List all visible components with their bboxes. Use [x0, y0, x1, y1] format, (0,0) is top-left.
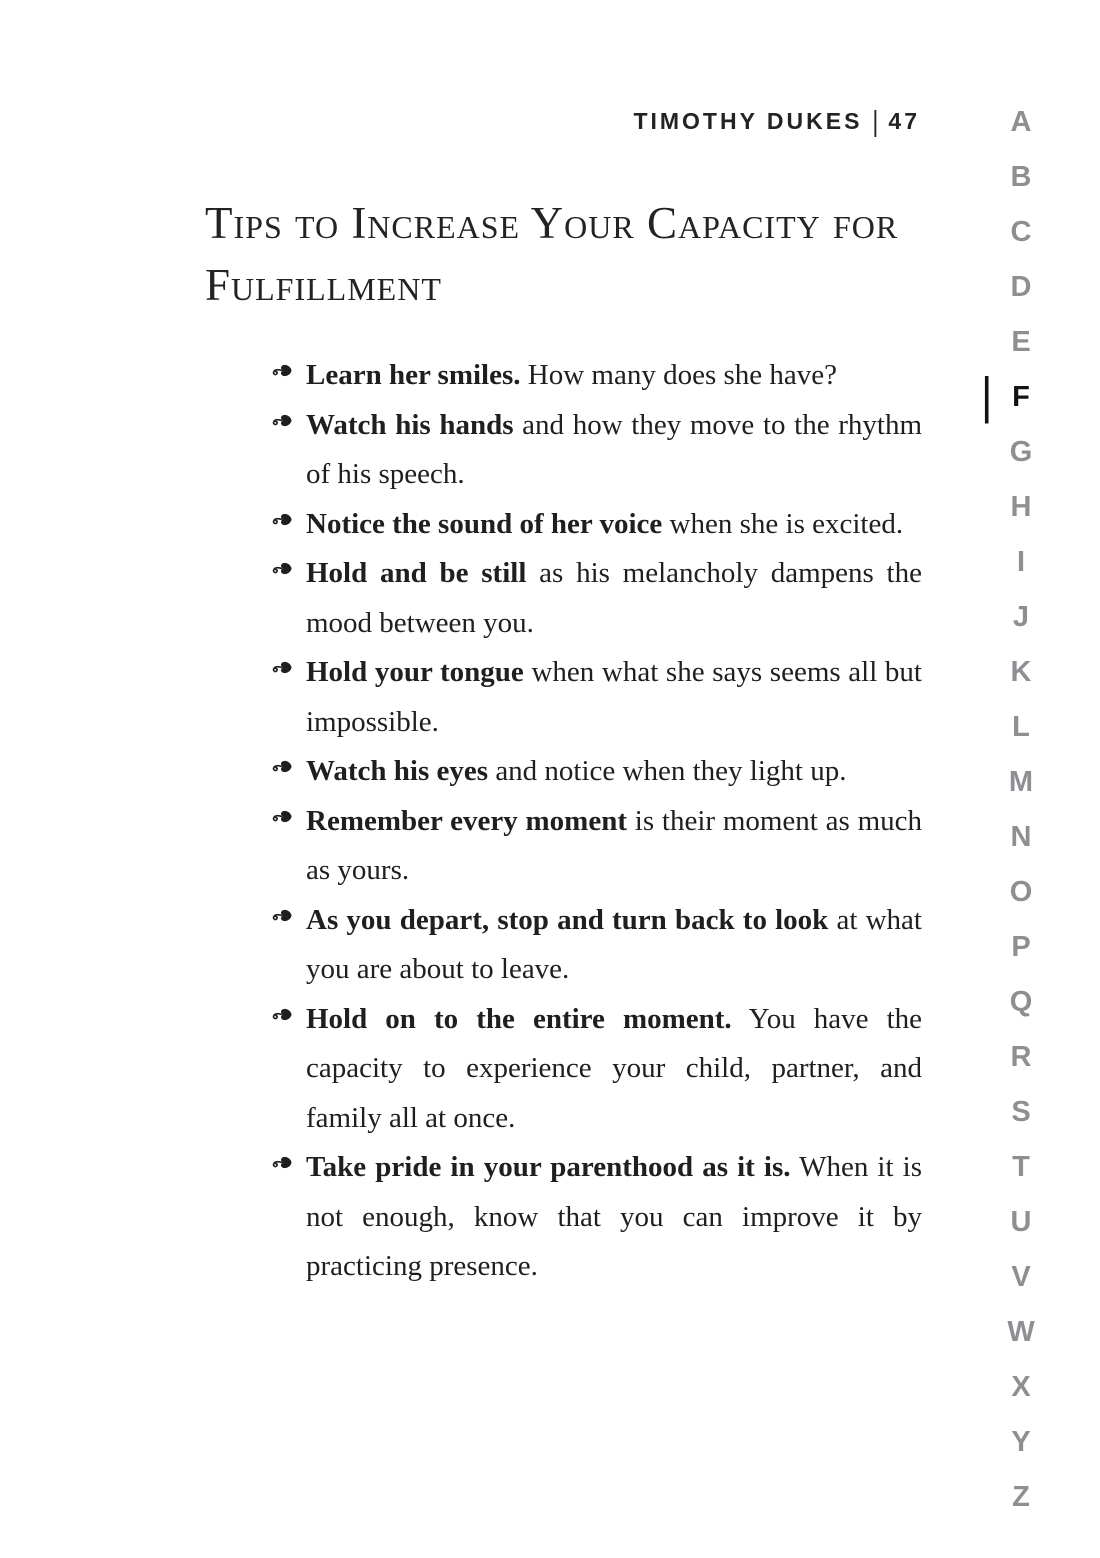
- alphabet-index-letter-label: L: [1012, 711, 1030, 743]
- alphabet-index-letter-label: A: [1010, 106, 1032, 138]
- floral-heart-bullet-icon: [269, 659, 295, 676]
- alphabet-index-letter-label: W: [1007, 1316, 1035, 1348]
- alphabet-index-letter-label: S: [1011, 1096, 1031, 1128]
- alphabet-index-letter-label: M: [1008, 766, 1034, 798]
- section-title: Tips to Increase Your Capacity for Fulfillment: [205, 198, 899, 310]
- tip-rest: When it is not enough, know that you can improve it by practicing presence.: [306, 1151, 922, 1282]
- alphabet-index-letter-i: [990, 535, 1052, 590]
- alphabet-index-letter-label: O: [1009, 876, 1033, 908]
- floral-heart-bullet-icon: [269, 1154, 295, 1171]
- alphabet-index-letter-label: D: [1010, 271, 1032, 303]
- alphabet-index-letter-w: [990, 1305, 1052, 1360]
- alphabet-index-letter-label: B: [1010, 161, 1032, 193]
- alphabet-index-letter-label: Q: [1009, 986, 1033, 1018]
- alphabet-index-letter-l: [990, 700, 1052, 755]
- running-head-author: TIMOTHY DUKES: [633, 108, 863, 134]
- alphabet-index-letter-label: K: [1010, 656, 1032, 688]
- floral-heart-bullet-icon: [269, 1006, 295, 1023]
- alphabet-index-letter-label: X: [1011, 1371, 1031, 1403]
- tip-lead: Watch his eyes: [306, 755, 489, 787]
- alphabet-index-letter-label: J: [1012, 601, 1030, 633]
- alphabet-index-letter-c: [990, 205, 1052, 260]
- floral-heart-bullet-icon: [269, 560, 295, 577]
- alphabet-index-letter-label: P: [1011, 931, 1031, 963]
- tip-lead: Hold on to the entire moment.: [306, 1002, 732, 1035]
- alphabet-index-letter-label: T: [1012, 1151, 1030, 1183]
- tip-rest: How many does she have?: [520, 359, 838, 391]
- alphabet-index-letter-v: [990, 1250, 1052, 1305]
- tip-item: [306, 1143, 922, 1292]
- running-head: [633, 104, 920, 138]
- alphabet-index-letter-k: [990, 645, 1052, 700]
- alphabet-index-letter-t: [990, 1140, 1052, 1195]
- alphabet-index-letter-f: [981, 367, 1052, 425]
- alphabet-index-letter-label: Y: [1011, 1426, 1031, 1458]
- tip-item: [306, 797, 922, 896]
- floral-heart-bullet-icon: [269, 412, 295, 429]
- tip-item: [306, 896, 922, 995]
- tip-lead: Hold your tongue: [306, 656, 524, 688]
- tip-item: [306, 995, 922, 1144]
- running-head-divider: |: [872, 104, 879, 138]
- tip-rest: as his melancholy dampens the mood between you.: [306, 557, 922, 639]
- alphabet-index-letter-g: [990, 425, 1052, 480]
- tip-rest: You have the capacity to experience your child, partner, and family all at once.: [306, 1002, 923, 1134]
- alphabet-index-letter-u: [990, 1195, 1052, 1250]
- alphabet-index-letter-label: C: [1010, 216, 1032, 248]
- alphabet-index-letter-s: [990, 1085, 1052, 1140]
- alphabet-index-letter-label: Z: [1012, 1481, 1030, 1513]
- alphabet-index-letter-label: N: [1010, 821, 1032, 853]
- alphabet-index-letter-o: [990, 865, 1052, 920]
- tip-lead: Remember every moment: [306, 804, 627, 837]
- tip-item: [306, 747, 922, 797]
- tip-lead: Hold and be still: [306, 557, 527, 589]
- floral-heart-bullet-icon: [269, 907, 295, 924]
- tip-lead: Take pride in your parenthood as it is.: [306, 1151, 791, 1183]
- floral-heart-bullet-icon: [269, 758, 295, 775]
- alphabet-index-letter-h: [990, 480, 1052, 535]
- alphabet-index-letter-b: [990, 150, 1052, 205]
- tip-rest: and how they move to the rhythm of his speech.: [306, 408, 923, 490]
- alphabet-index-letter-label: E: [1011, 326, 1031, 358]
- alphabet-index-letter-j: [990, 590, 1052, 645]
- alphabet-index-letter-q: [990, 975, 1052, 1030]
- running-head-page-number: 47: [888, 108, 920, 134]
- tips-list: [306, 351, 922, 1292]
- tip-lead: Watch his hands: [306, 408, 514, 441]
- floral-heart-bullet-icon: [269, 511, 295, 528]
- tip-item: [306, 648, 922, 747]
- tip-rest: when she is excited.: [662, 507, 904, 540]
- alphabet-index-letter-z: [990, 1470, 1052, 1525]
- alphabet-index-letter-label: U: [1010, 1206, 1032, 1238]
- alphabet-index-letter-label: R: [1010, 1041, 1032, 1073]
- tip-lead: Learn her smiles.: [306, 359, 521, 391]
- tip-item: [306, 401, 922, 500]
- alphabet-index-letter-d: [990, 260, 1052, 315]
- active-letter-marker: |: [981, 367, 993, 424]
- alphabet-index-letter-label: G: [1009, 436, 1033, 468]
- alphabet-index-letter-p: [990, 920, 1052, 975]
- tip-rest: and notice when they light up.: [488, 755, 847, 787]
- tip-lead: As you depart, stop and turn back to look: [306, 903, 829, 936]
- tip-lead: Notice the sound of her voice: [306, 507, 663, 540]
- alphabet-index-letter-label: I: [1016, 546, 1026, 578]
- tip-rest: when what she says seems all but impossible.: [306, 656, 922, 738]
- floral-heart-bullet-icon: [269, 808, 295, 825]
- alphabet-index-letter-label: F: [1012, 381, 1030, 413]
- alphabet-index-letter-e: [990, 315, 1052, 370]
- alphabet-index-letter-n: [990, 810, 1052, 865]
- alphabet-index-letter-r: [990, 1030, 1052, 1085]
- alphabet-index-letter-m: [990, 755, 1052, 810]
- tip-item: [306, 549, 922, 648]
- tip-rest: at what you are about to leave.: [306, 903, 922, 985]
- alphabet-index: [981, 95, 1052, 1525]
- alphabet-index-letter-label: H: [1010, 491, 1032, 523]
- alphabet-index-letter-y: [990, 1415, 1052, 1470]
- alphabet-index-letter-x: [990, 1360, 1052, 1415]
- tip-rest: is their moment as much as yours.: [306, 804, 922, 886]
- alphabet-index-letter-label: V: [1011, 1261, 1031, 1293]
- tip-item: [306, 351, 922, 401]
- floral-heart-bullet-icon: [269, 362, 295, 379]
- alphabet-index-letter-a: [990, 95, 1052, 150]
- tip-item: [306, 500, 922, 550]
